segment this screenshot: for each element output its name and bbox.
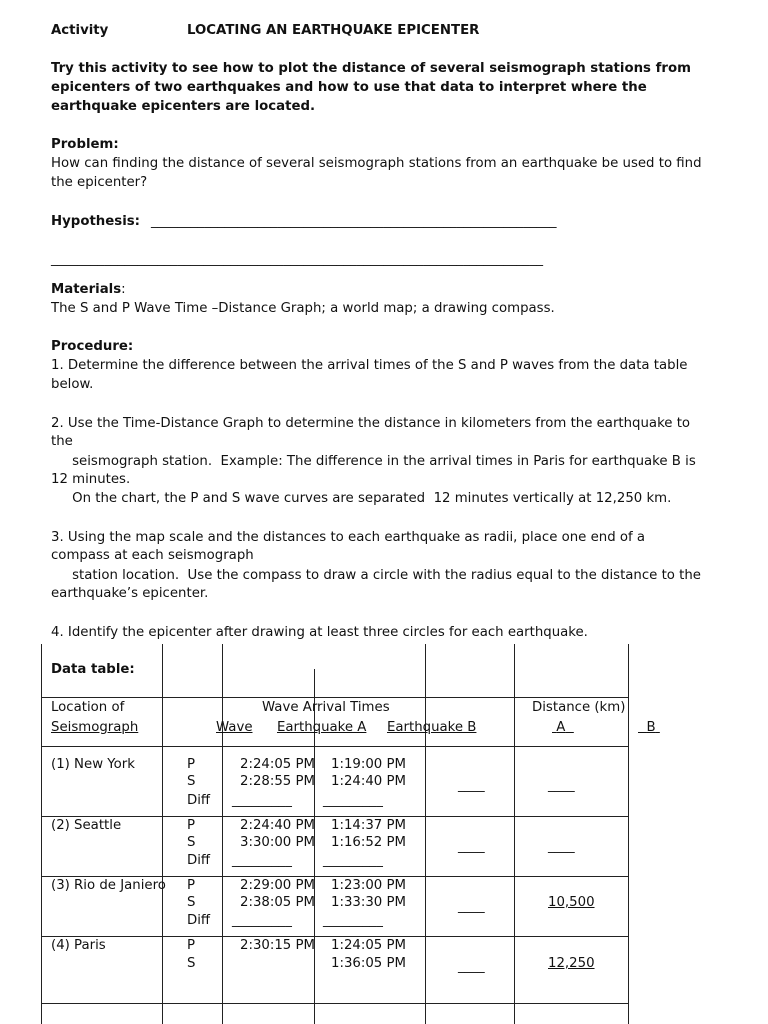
wave-p: P <box>187 757 196 772</box>
column-header-location: Location of <box>51 700 125 715</box>
table-divider <box>222 644 223 1024</box>
column-header-dist-b: B <box>646 720 656 735</box>
intro-line-2: epicenters of two earthquakes and how to use that data to interpret where the <box>51 80 647 95</box>
p-time-a: 2:24:05 PM <box>240 757 315 772</box>
wave-diff: Diff <box>187 913 211 928</box>
p-time-a: 2:30:15 PM <box>240 938 315 953</box>
p-time-b: 1:23:00 PM <box>331 878 406 893</box>
table-title: Data table: <box>51 662 135 677</box>
table-rule <box>41 697 629 698</box>
problem-line-2: the epicenter? <box>51 175 148 190</box>
column-header-seismograph: Seismograph <box>51 720 139 735</box>
hypothesis-blank-2[interactable]: __________________________________________________________________________ <box>51 252 543 267</box>
diff-blank-b[interactable]: _________ <box>323 913 383 928</box>
p-time-a: 2:24:40 PM <box>240 818 315 833</box>
distance-b-blank[interactable]: ____ <box>548 778 575 793</box>
wave-s: S <box>187 774 196 789</box>
activity-label: Activity <box>51 23 109 38</box>
s-time-a: 3:30:00 PM <box>240 835 315 850</box>
distance-b-value: 10,500 <box>548 895 595 910</box>
procedure-line: below. <box>51 377 94 392</box>
materials-text: The S and P Wave Time –Distance Graph; a world map; a drawing compass. <box>51 301 555 316</box>
table-divider <box>514 644 515 1024</box>
procedure-line: 2. Use the Time-Distance Graph to determine the distance in kilometers from the earthquake to <box>51 416 691 431</box>
column-header-eq-b: Earthquake B <box>387 720 477 735</box>
procedure-line: On the chart, the P and S wave curves are separated 12 minutes vertically at 12,250 km. <box>51 491 672 506</box>
diff-blank-a[interactable]: _________ <box>232 793 292 808</box>
procedure-line: 1. Determine the difference between the arrival times of the S and P waves from the data table <box>51 358 688 373</box>
column-header-distance: Distance (km) <box>532 700 626 715</box>
s-time-a: 2:28:55 PM <box>240 774 315 789</box>
wave-s: S <box>187 895 196 910</box>
table-border-left <box>41 644 42 1024</box>
distance-a-blank[interactable]: ____ <box>458 778 485 793</box>
materials-heading-wrap <box>51 281 126 299</box>
hypothesis-heading: Hypothesis: <box>51 214 140 229</box>
procedure-line: station location. Use the compass to draw a circle with the radius equal to the distance to the <box>51 568 701 583</box>
s-time-b: 1:33:30 PM <box>331 895 406 910</box>
column-header-wave: Wave <box>216 720 253 735</box>
wave-p: P <box>187 818 196 833</box>
s-time-b: 1:24:40 PM <box>331 774 406 789</box>
intro-line-3: earthquake epicenters are located. <box>51 99 316 114</box>
row-location: (2) Seattle <box>51 818 122 833</box>
intro-line-1: Try this activity to see how to plot the distance of several seismograph stations from <box>51 61 691 76</box>
p-time-b: 1:19:00 PM <box>331 757 406 772</box>
diff-blank-a[interactable]: _________ <box>232 853 292 868</box>
procedure-line: 12 minutes. <box>51 472 131 487</box>
column-header-wave-arrival-times: Wave Arrival Times <box>262 700 390 715</box>
problem-line-1: How can finding the distance of several seismograph stations from an earthquake be used to find <box>51 156 702 171</box>
wave-p: P <box>187 938 196 953</box>
table-rule <box>41 1003 629 1004</box>
wave-diff: Diff <box>187 793 211 808</box>
diff-blank-a[interactable]: _________ <box>232 913 292 928</box>
s-time-a: 2:38:05 PM <box>240 895 315 910</box>
row-location: (1) New York <box>51 757 135 772</box>
table-rule <box>41 746 629 747</box>
table-divider <box>162 644 163 1024</box>
procedure-line: the <box>51 434 73 449</box>
table-border-right <box>628 644 629 1024</box>
s-time-b: 1:16:52 PM <box>331 835 406 850</box>
distance-b-value: 12,250 <box>548 956 595 971</box>
distance-a-blank[interactable]: ____ <box>458 899 485 914</box>
wave-s: S <box>187 835 196 850</box>
column-header-eq-a: Earthquake A <box>277 720 367 735</box>
s-time-b: 1:36:05 PM <box>331 956 406 971</box>
procedure-line: compass at each seismograph <box>51 548 254 563</box>
procedure-line: seismograph station. Example: The difference in the arrival times in Paris for earthquake B is <box>51 454 696 469</box>
diff-blank-b[interactable]: _________ <box>323 793 383 808</box>
wave-p: P <box>187 878 196 893</box>
page-title: LOCATING AN EARTHQUAKE EPICENTER <box>187 23 480 38</box>
distance-b-blank[interactable]: ____ <box>548 839 575 854</box>
row-location: (3) Rio de Janiero <box>51 878 166 893</box>
diff-blank-b[interactable]: _________ <box>323 853 383 868</box>
wave-diff: Diff <box>187 853 211 868</box>
materials-heading: Materials <box>51 282 122 297</box>
procedure-line: 3. Using the map scale and the distances to each earthquake as radii, place one end of a <box>51 530 646 545</box>
distance-a-blank[interactable]: ____ <box>458 839 485 854</box>
distance-a-blank[interactable]: ____ <box>458 959 485 974</box>
p-time-b: 1:24:05 PM <box>331 938 406 953</box>
row-location: (4) Paris <box>51 938 106 953</box>
materials-colon: : <box>121 282 126 297</box>
procedure-heading: Procedure: <box>51 339 134 354</box>
table-divider <box>425 644 426 1024</box>
procedure-line: earthquake’s epicenter. <box>51 586 209 601</box>
column-header-dist-a: A <box>556 720 566 735</box>
p-time-a: 2:29:00 PM <box>240 878 315 893</box>
problem-heading: Problem: <box>51 137 119 152</box>
procedure-line: 4. Identify the epicenter after drawing at least three circles for each earthquake. <box>51 625 588 640</box>
p-time-b: 1:14:37 PM <box>331 818 406 833</box>
wave-s: S <box>187 956 196 971</box>
hypothesis-blank-1[interactable]: _____________________________________________________________ <box>151 214 557 229</box>
